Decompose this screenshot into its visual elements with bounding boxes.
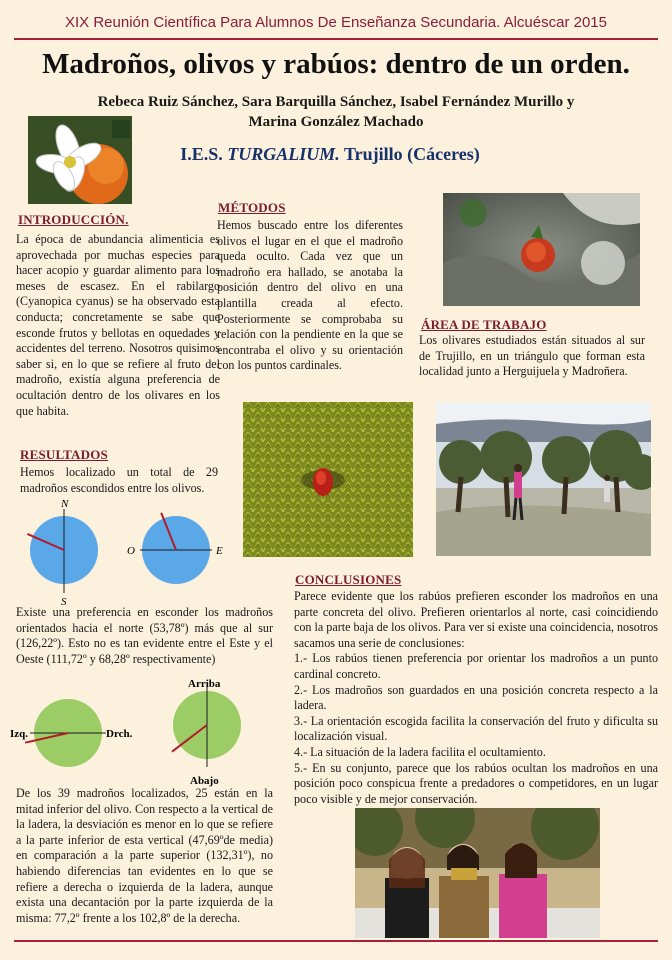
intro-text: La época de abundancia alimenticia es aprovechada por muchas especies para hacer acopio y guardar alimento para los meses de escasez. En el rabilargo (Cyanopica cyanus) se ha observado esta conducta; concretamente se sabe que esconde frutos y bellotas en oquedades y accidentes del terreno. Nosotros quisimos saber si, en lo que se refiere al fruto del madroño, existía alguna preferencia de ocultación dentro de los olivares en los que habita. [16,232,220,418]
photo-team [355,808,600,938]
slope-diagram [0,675,260,790]
conclusion-item: 3.- La orientación escogida facilita la conservación del fruto y dificulta su localización visual. [294,713,658,744]
authors-line-2: Marina González Machado [248,114,424,130]
conclusions-heading: CONCLUSIONES [295,572,402,587]
orientation-text: Existe una preferencia en esconder los madroños orientados hacia el norte (53,78º) más que al sur (126,22º). Esto no es tan evidente entre el Este y el Oeste (111,72º y 68,28º respectivamente) [16,605,273,666]
compass-label-west: O [127,545,135,557]
students-photo-icon [355,808,600,938]
olive-grove-icon [436,402,651,556]
conclusion-item: 4.- La situación de la ladera facilita el ocultamiento. [294,744,546,759]
position-text: De los 39 madroños localizados, 25 están en la mitad inferior del olivo. Con respecto a la vertical de la ladera, la desviación es menor en lo que se refiere a la parte inferior de esta vertical (47,69ºde media) en comparación a la parte superior (132,31º), no habiendo diferencias tan evidentes en lo que se refiere a derecha o izquierda de la ladera, aunque exista una decantación por la parte izquierda de la misma: 77,2º frente a los 102,8º de la derecha. [16,786,273,925]
school-prefix: I.E.S. [180,144,223,164]
methods-text: Hemos buscado entre los diferentes olivos el lugar en el que el madroño queda oculto. Cada vez que un madroño era hallado, se anotaba la posición dentro del olivo en una plantilla creada al efecto. Posteriormente se comprobaba su relación con la pendiente en la que se encontraba el olivo y su orientación con los puntos cardinales. [217,218,403,373]
conclusions-intro: Parece evidente que los rabúos prefieren esconder los madroños en una parte concreta del olivo. Prefieren orientarlos al norte, casi coincidiendo con la parte baja de los olivos. Para ver si existe una coincidencia, nosotros sacamos una serie de conclusiones: [294,589,658,650]
school-name [160,144,500,165]
methods-heading: MÉTODOS [218,200,286,215]
area-heading: ÁREA DE TRABAJO [421,317,547,332]
photo-olive-grove [436,402,651,556]
results-heading: RESULTADOS [20,447,108,462]
compass-diagram [0,495,260,610]
conclusions-body [294,589,658,807]
school-logo [28,116,132,204]
intro-heading: INTRODUCCIÓN. [18,212,129,227]
photo-madrono-moss [243,402,413,557]
top-divider [14,38,658,40]
madrono-in-moss-icon [243,402,413,557]
conclusion-item: 1.- Los rabúos tienen preferencia por orientar los madroños a un punto cardinal concreto. [294,651,658,681]
flower-logo-icon [28,116,132,204]
conclusions-list [294,651,658,807]
compass-label-south: S [61,596,67,608]
area-text: Los olivares estudiados están situados al sur de Trujillo, en un triángulo que forman esta localidad junto a Herguijuela y Madroñera. [419,333,645,379]
school-place: Trujillo (Cáceres) [343,144,480,164]
authors-line-1: Rebeca Ruiz Sánchez, Sara Barquilla Sánchez, Isabel Fernández Murillo y [97,94,575,110]
conference-title: XIX Reunión Científica Para Alumnos De Enseñanza Secundaria. Alcuéscar 2015 [65,14,607,31]
madrono-on-rocks-icon [443,193,640,306]
slope-label-down: Abajo [190,775,219,787]
conclusion-item: 5.- En su conjunto, parece que los rabúos ocultan los madroños en una posición poco conspicua frente a predadores o competidores, en un lugar poco visible y de mejor conservación. [294,760,658,806]
slope-label-left: Izq. [10,728,29,740]
compass-label-east: E [216,545,223,557]
photo-madrono-rocks [443,193,640,306]
slope-label-right: Drch. [106,728,133,740]
conclusion-item: 2.- Los madroños son guardados en una posición concreta respecto a la ladera. [294,682,658,713]
poster-title: Madroños, olivos y rabúos: dentro de un orden. [42,48,630,80]
bottom-divider [14,940,658,942]
slope-label-up: Arriba [188,678,221,690]
compass-label-north: N [61,498,69,510]
results-intro: Hemos localizado un total de 29 madroños escondidos entre los olivos. [20,465,218,495]
school-italic-name: TURGALIUM. [227,144,340,164]
